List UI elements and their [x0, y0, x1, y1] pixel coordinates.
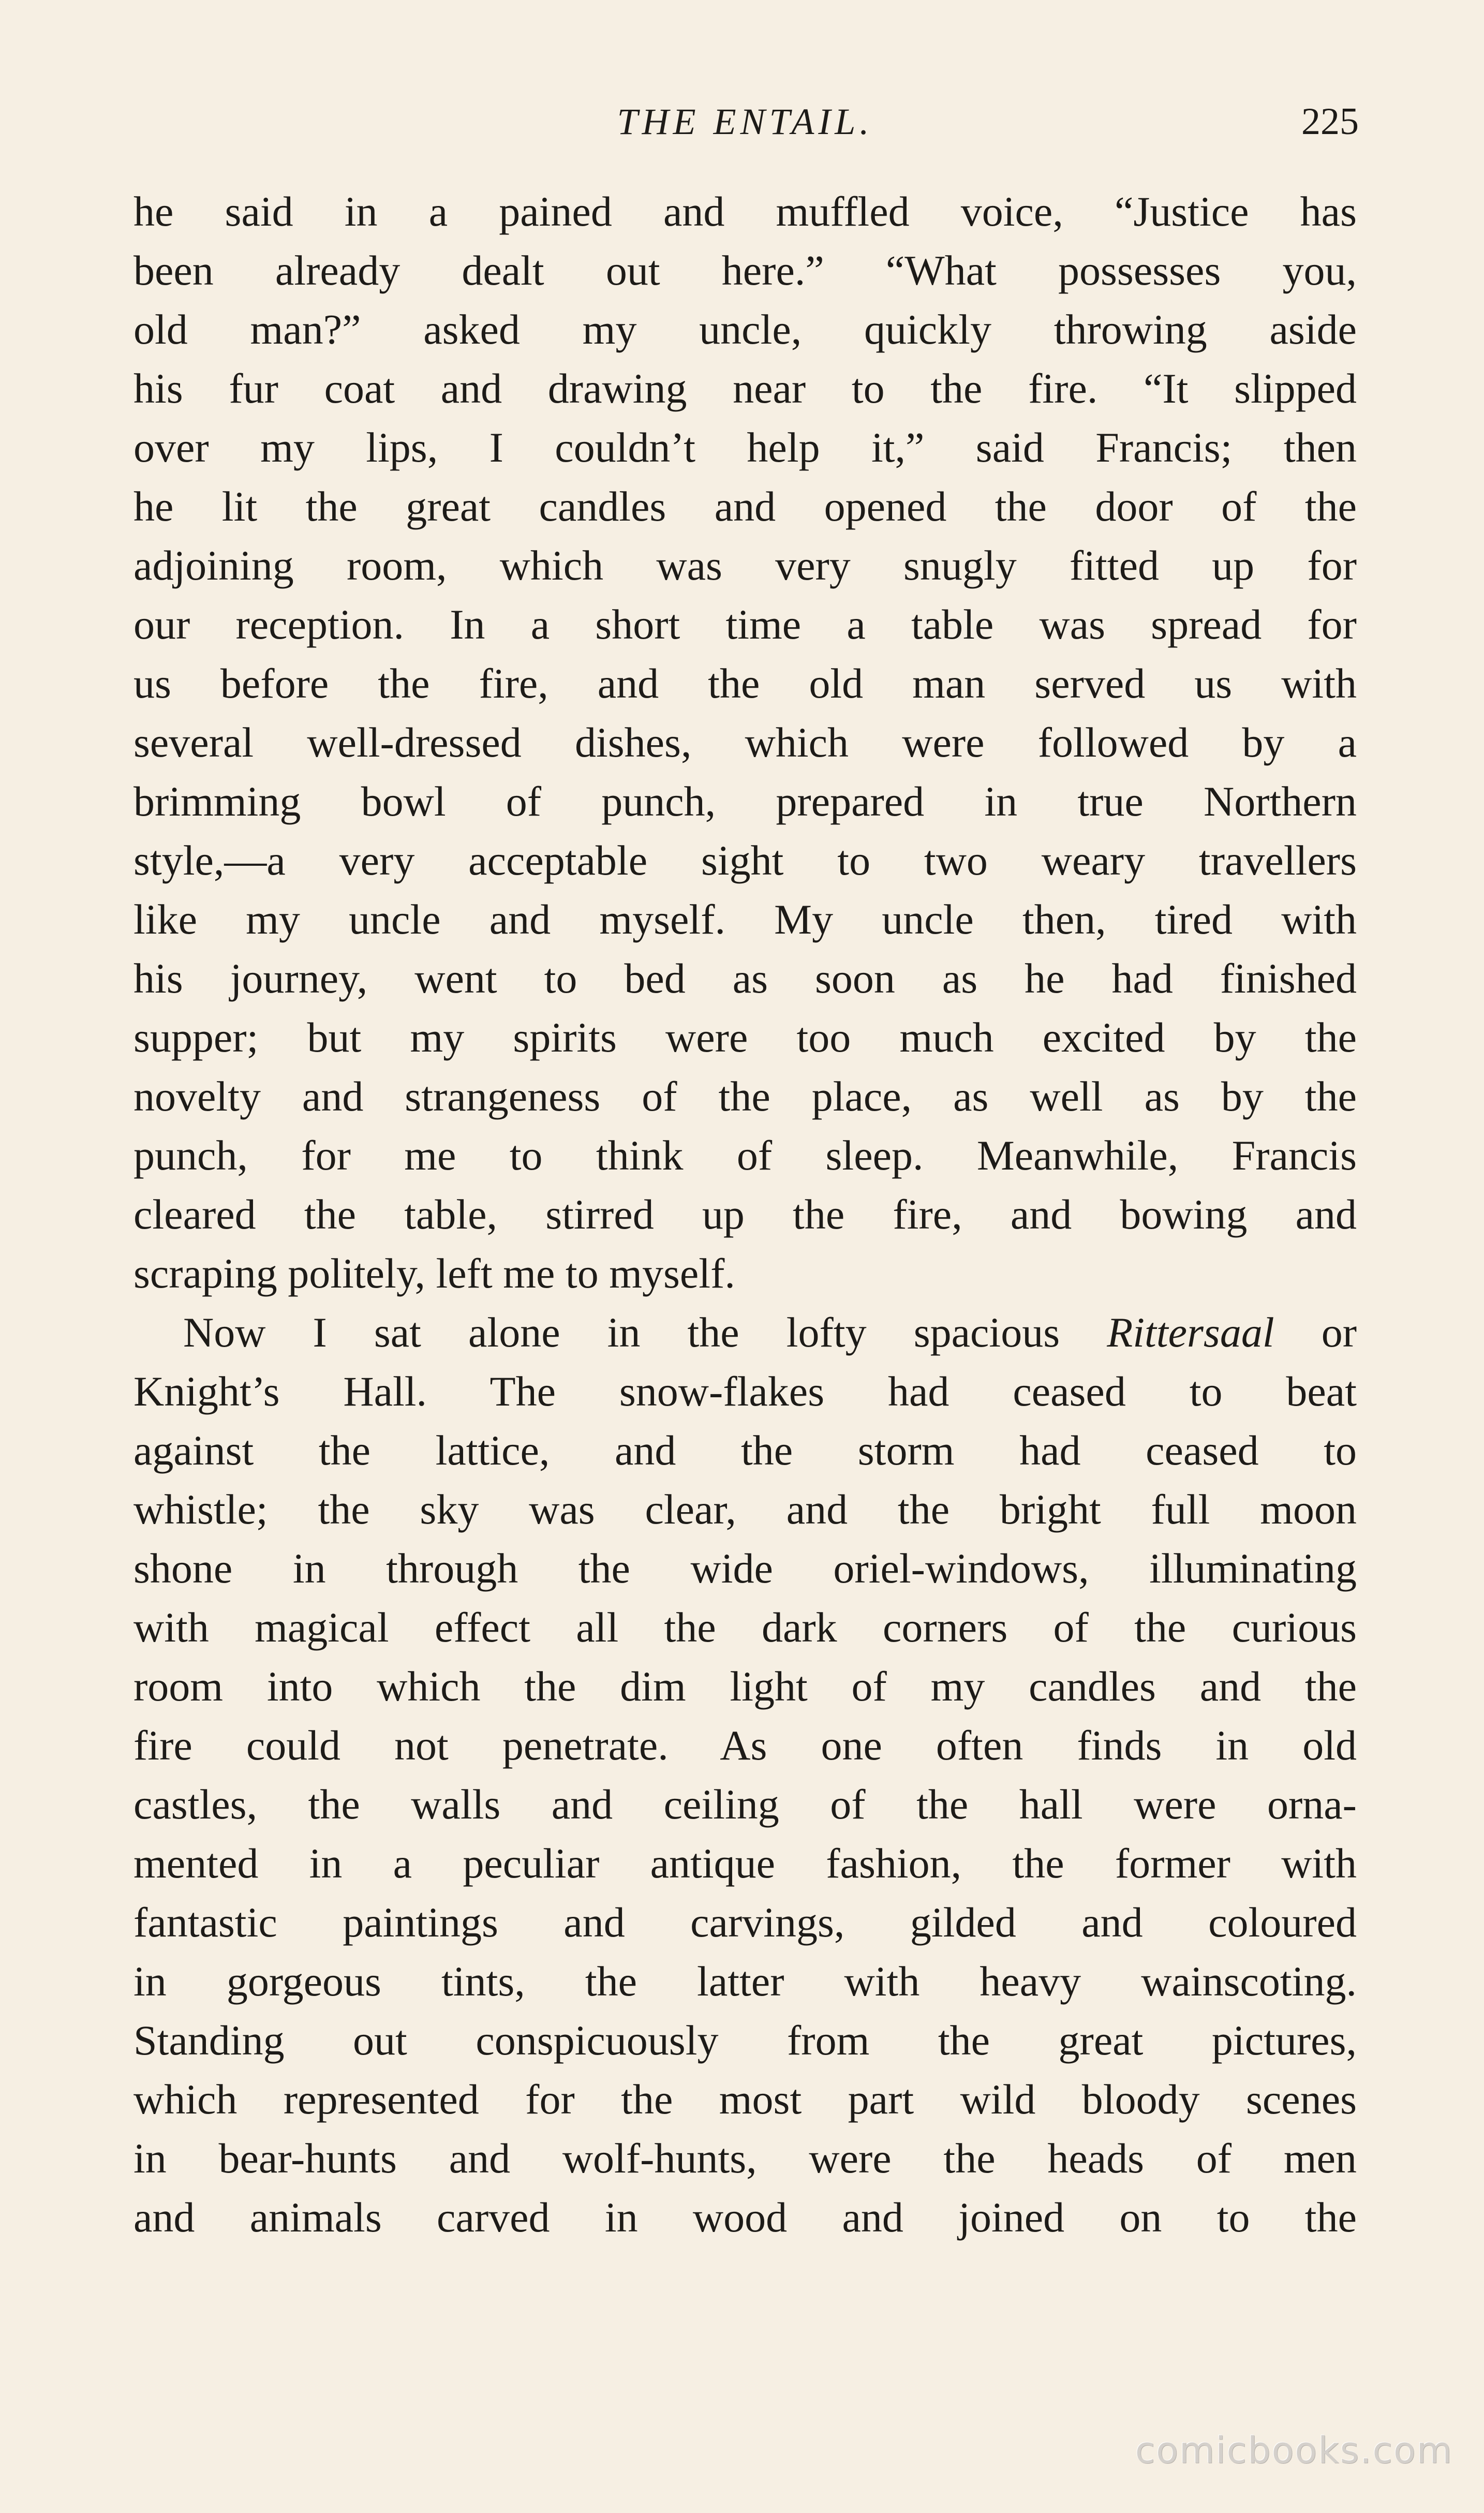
text-line: fantastic paintings and carvings, gilded and coloured: [133, 1899, 1357, 1946]
text-line: mented in a peculiar antique fashion, the former with: [133, 1840, 1357, 1887]
page-header: [133, 96, 1357, 147]
text-line: whistle; the sky was clear, and the bright full moon: [133, 1486, 1357, 1533]
italic-term: Rittersaal: [1107, 1309, 1274, 1356]
text-line: in gorgeous tints, the latter with heavy wainscoting.: [133, 1958, 1357, 2005]
text-line: old man?” asked my uncle, quickly throwing aside: [133, 306, 1357, 353]
page-number: 225: [1301, 100, 1359, 143]
text-line: cleared the table, stirred up the fire, and bowing and: [133, 1191, 1357, 1238]
running-title: THE ENTAIL.: [617, 101, 873, 142]
text-line: brimming bowl of punch, prepared in true Northern: [133, 778, 1357, 825]
text-segment: or: [1274, 1309, 1357, 1356]
text-line: over my lips, I couldn’t help it,” said Francis; then: [133, 424, 1357, 471]
text-line: against the lattice, and the storm had ceased to: [133, 1427, 1357, 1474]
body-text: [133, 182, 1357, 2247]
text-line: supper; but my spirits were too much excited by the: [133, 1014, 1357, 1061]
text-segment: Now I sat alone in the lofty spacious: [183, 1309, 1107, 1356]
text-line: he lit the great candles and opened the door of the: [133, 483, 1357, 530]
text-line: our reception. In a short time a table was spread for: [133, 601, 1357, 648]
text-line: style,—a very acceptable sight to two weary travellers: [133, 837, 1357, 884]
text-line: several well-dressed dishes, which were followed by a: [133, 719, 1357, 766]
text-line: room into which the dim light of my candles and the: [133, 1663, 1357, 1710]
text-line: fire could not penetrate. As one often finds in old: [133, 1722, 1357, 1769]
text-line: shone in through the wide oriel-windows, illuminating: [133, 1545, 1357, 1592]
paragraph-first-line: [133, 1303, 1357, 1362]
text-line: his fur coat and drawing near to the fire. “It slipped: [133, 365, 1357, 412]
text-line: adjoining room, which was very snugly fitted up for: [133, 542, 1357, 589]
text-line: castles, the walls and ceiling of the hall were orna-: [133, 1781, 1357, 1828]
text-line: punch, for me to think of sleep. Meanwhile, Francis: [133, 1132, 1357, 1179]
text-line: in bear-hunts and wolf-hunts, were the heads of men: [133, 2135, 1357, 2182]
text-line: like my uncle and myself. My uncle then, tired with: [133, 896, 1357, 943]
text-line: and animals carved in wood and joined on to the: [133, 2194, 1357, 2241]
text-line: his journey, went to bed as soon as he had finished: [133, 955, 1357, 1002]
watermark: comicbooks.com: [1135, 2429, 1453, 2472]
text-line: scraping politely, left me to myself.: [133, 1250, 735, 1297]
text-line: which represented for the most part wild bloody scenes: [133, 2076, 1357, 2123]
text-line: Standing out conspicuously from the great pictures,: [133, 2017, 1357, 2064]
text-line: Knight’s Hall. The snow-flakes had ceased to beat: [133, 1368, 1357, 1415]
text-line: us before the fire, and the old man served us with: [133, 660, 1357, 707]
text-line: novelty and strangeness of the place, as well as by the: [133, 1073, 1357, 1120]
text-line: he said in a pained and muffled voice, “Justice has: [133, 188, 1357, 235]
text-line: with magical effect all the dark corners of the curious: [133, 1604, 1357, 1651]
text-line: been already dealt out here.” “What possesses you,: [133, 247, 1357, 294]
